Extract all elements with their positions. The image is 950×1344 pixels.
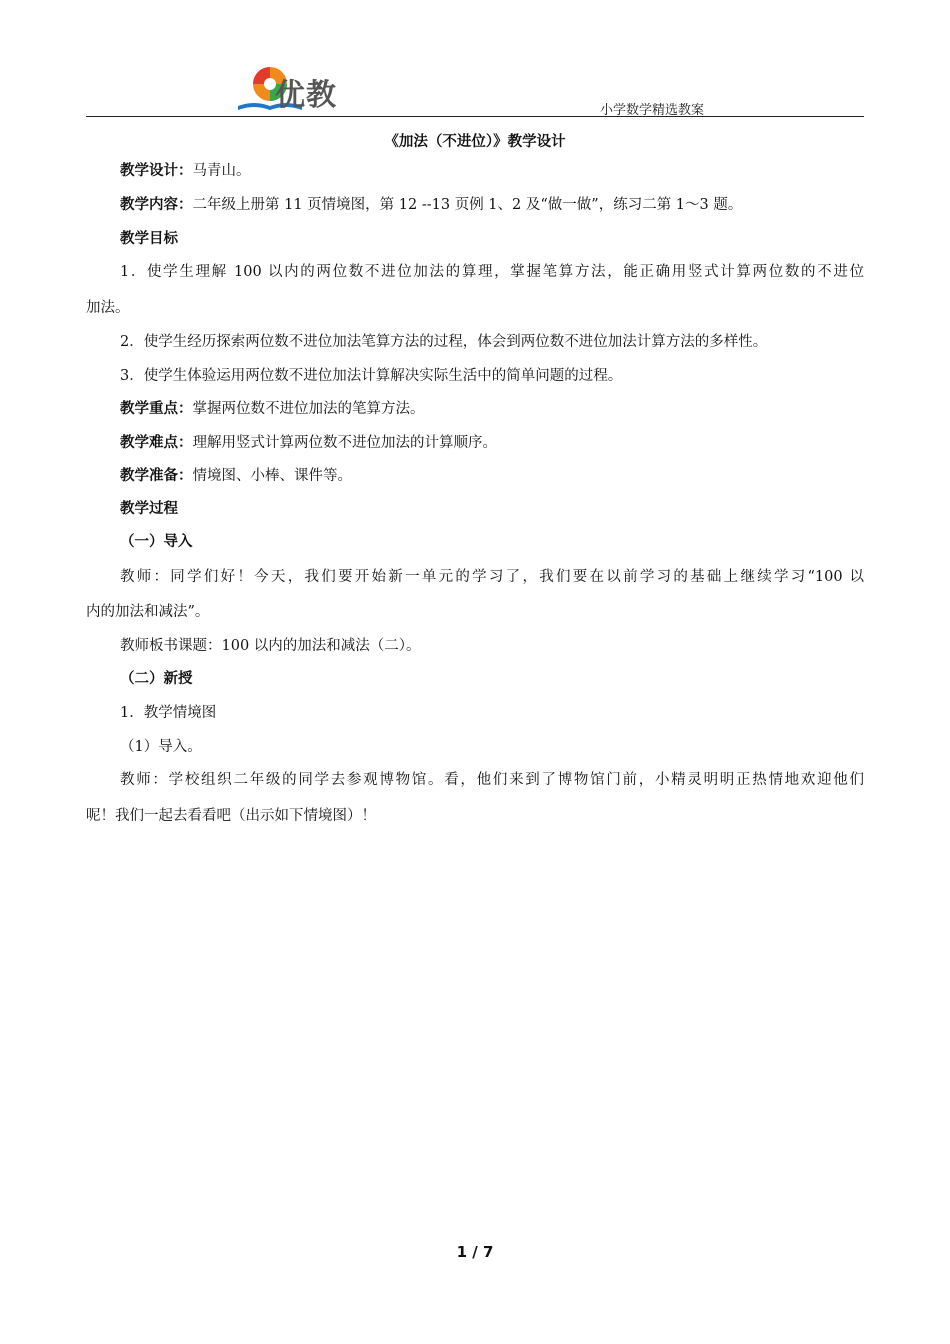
process-heading: 教学过程 (120, 501, 178, 517)
logo-text: 优教 (275, 78, 337, 113)
section-1-para-1-line-2: 内的加法和减法”。 (86, 604, 210, 620)
page-number: 1 / 7 (456, 1243, 494, 1261)
header-divider (86, 116, 864, 117)
content-line (120, 195, 742, 215)
section-2-para-1-line-1: 教师：学校组织二年级的同学去参观博物馆。看，他们来到了博物馆门前，小精灵明明正热情地欢迎他们 (120, 772, 864, 788)
header-category: 小学数学精选教案 (600, 103, 705, 118)
goal-1-line-1: 1．使学生理解 100 以内的两位数不进位加法的算理，掌握笔算方法，能正确用竖式计算两位数的不进位 (120, 264, 864, 280)
document-title: 《加法（不进位）》教学设计 (384, 134, 566, 150)
section-1-para-1-line-1: 教师：同学们好！今天，我们要开始新一单元的学习了，我们要在以前学习的基础上继续学习“100 以 (120, 569, 864, 585)
content-label: 教学内容： (120, 197, 193, 213)
key-point-value: 掌握两位数不进位加法的笔算方法。 (192, 401, 425, 417)
page-header (0, 0, 950, 120)
difficulty-line (120, 433, 497, 453)
section-2-item-1: 1．教学情境图 (120, 705, 217, 721)
goals-heading: 教学目标 (120, 231, 178, 247)
designer-label: 教学设计： (120, 163, 193, 179)
content-value: 二年级上册第 11 页情境图，第 12 --13 页例 1、2 及“做一做”，练习二第 1～3 题。 (192, 197, 743, 213)
section-2-sub-1: （1）导入。 (120, 739, 202, 755)
difficulty-label: 教学难点： (120, 435, 193, 451)
key-point-label: 教学重点： (120, 401, 193, 417)
section-2-para-1-line-2: 呢！我们一起去看看吧（出示如下情境图）！ (86, 808, 376, 824)
key-point-line (120, 399, 425, 419)
preparation-value: 情境图、小棒、课件等。 (192, 468, 352, 484)
preparation-line (120, 466, 352, 486)
preparation-label: 教学准备： (120, 468, 193, 484)
goal-2: 2．使学生经历探索两位数不进位加法笔算方法的过程，体会到两位数不进位加法计算方法的多样性。 (120, 334, 768, 350)
designer-line (120, 161, 251, 181)
designer-value: 马青山。 (192, 163, 251, 179)
section-1-heading: （一）导入 (120, 534, 193, 550)
goal-1-line-2: 加法。 (86, 300, 130, 316)
goal-3: 3．使学生体验运用两位数不进位加法计算解决实际生活中的简单问题的过程。 (120, 368, 623, 384)
difficulty-value: 理解用竖式计算两位数不进位加法的计算顺序。 (192, 435, 497, 451)
section-1-para-2: 教师板书课题：100 以内的加法和减法（二）。 (120, 638, 421, 654)
section-2-heading: （二）新授 (120, 671, 193, 687)
